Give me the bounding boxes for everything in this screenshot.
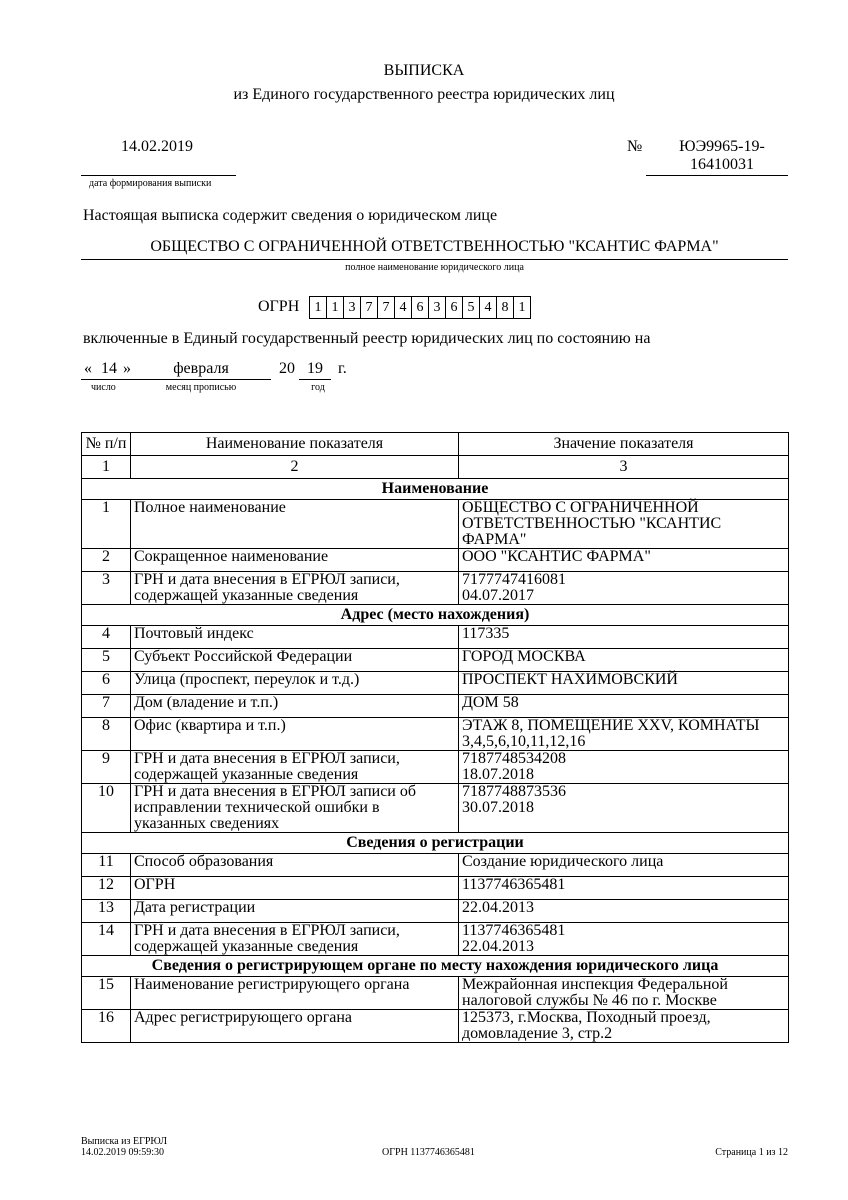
table-row: [82, 1010, 789, 1043]
section-title: Сведения о регистрации: [82, 833, 789, 854]
included-text: включенные в Единый государственный реестр юридических лиц по состоянию на: [83, 330, 651, 347]
table-row: [82, 877, 789, 900]
column-number-row: [82, 456, 789, 479]
ogrn-digit: 3: [343, 296, 361, 319]
ogrn-digit: 4: [479, 296, 497, 319]
ogrn-digit: 8: [496, 296, 514, 319]
ogrn-digit-boxes: [309, 296, 530, 319]
quote-close: »: [123, 360, 131, 377]
number-underline: [646, 175, 788, 176]
table-row: [82, 900, 789, 923]
egrul-table: [81, 432, 789, 1043]
section-title: Адрес (место нахождения): [82, 605, 789, 626]
indicator-name: Офис (квартира и т.п.): [131, 718, 459, 751]
ogrn-label: ОГРН: [258, 298, 300, 315]
ogrn-digit: 7: [377, 296, 395, 319]
indicator-name: ОГРН: [131, 877, 459, 900]
day-underline: [81, 379, 131, 380]
quote-open: «: [84, 360, 92, 377]
indicator-name: Полное наименование: [131, 500, 459, 549]
table-row: [82, 977, 789, 1010]
ogrn-digit: 6: [411, 296, 429, 319]
ogrn-digit: 5: [462, 296, 480, 319]
indicator-name: Дата регистрации: [131, 900, 459, 923]
footer-timestamp: 14.02.2019 09:59:30: [81, 1147, 165, 1158]
indicator-name: ГРН и дата внесения в ЕГРЮЛ записи, содержащей указанные сведения: [131, 751, 459, 784]
colnum: 2: [131, 456, 459, 479]
indicator-name: Улица (проспект, переулок и т.д.): [131, 672, 459, 695]
indicator-value: 125373, г.Москва, Походный проезд, домовладение 3, стр.2: [459, 1010, 789, 1043]
year-caption: год: [311, 382, 325, 393]
row-number: 1: [82, 500, 131, 549]
table-header-row: [82, 433, 789, 456]
table-row: [82, 923, 789, 956]
indicator-value: 117335: [459, 626, 789, 649]
section-title: Наименование: [82, 479, 789, 500]
row-number: 8: [82, 718, 131, 751]
state-day: 14: [101, 360, 117, 377]
number-sign: №: [627, 138, 643, 155]
ogrn-digit: 4: [394, 296, 412, 319]
indicator-value: 1137746365481 22.04.2013: [459, 923, 789, 956]
indicator-value: Межрайонная инспекция Федеральной налоговой службы № 46 по г. Москве: [459, 977, 789, 1010]
year-prefix: 20: [279, 360, 295, 377]
table-row: [82, 626, 789, 649]
ogrn-digit: 1: [513, 296, 531, 319]
day-caption: число: [91, 382, 116, 393]
indicator-name: Субъект Российской Федерации: [131, 649, 459, 672]
indicator-value: ООО "КСАНТИС ФАРМА": [459, 549, 789, 572]
formation-date-caption: дата формирования выписки: [89, 178, 212, 189]
year-underline: [299, 379, 331, 380]
section-header-row: [82, 833, 789, 854]
indicator-name: Адрес регистрирующего органа: [131, 1010, 459, 1043]
table-row: [82, 751, 789, 784]
row-number: 12: [82, 877, 131, 900]
table-row: [82, 854, 789, 877]
ogrn-digit: 6: [445, 296, 463, 319]
extract-number-line1: ЮЭ9965-19-: [679, 138, 765, 155]
table-row: [82, 672, 789, 695]
indicator-value: ПРОСПЕКТ НАХИМОВСКИЙ: [459, 672, 789, 695]
row-number: 13: [82, 900, 131, 923]
ogrn-digit: 1: [309, 296, 327, 319]
row-number: 11: [82, 854, 131, 877]
document-title: ВЫПИСКА: [383, 62, 465, 79]
ogrn-digit: 7: [360, 296, 378, 319]
indicator-name: Почтовый индекс: [131, 626, 459, 649]
colnum: 3: [459, 456, 789, 479]
indicator-name: ГРН и дата внесения в ЕГРЮЛ записи, содержащей указанные сведения: [131, 923, 459, 956]
row-number: 4: [82, 626, 131, 649]
month-caption: месяц прописью: [165, 382, 237, 393]
indicator-value: ЭТАЖ 8, ПОМЕЩЕНИЕ XXV, КОМНАТЫ 3,4,5,6,10,11,12,16: [459, 718, 789, 751]
indicator-name: ГРН и дата внесения в ЕГРЮЛ записи об исправлении технической ошибки в указанных сведениях: [131, 784, 459, 833]
header-indicator: Наименование показателя: [131, 433, 459, 456]
state-month: февраля: [173, 360, 229, 377]
row-number: 3: [82, 572, 131, 605]
indicator-name: ГРН и дата внесения в ЕГРЮЛ записи, содержащей указанные сведения: [131, 572, 459, 605]
header-value: Значение показателя: [459, 433, 789, 456]
year-g: г.: [338, 360, 347, 377]
section-title: Сведения о регистрирующем органе по месту нахождения юридического лица: [82, 956, 789, 977]
indicator-value: 22.04.2013: [459, 900, 789, 923]
formation-date: 14.02.2019: [121, 138, 193, 155]
table-row: [82, 695, 789, 718]
table-row: [82, 572, 789, 605]
indicator-value: ДОМ 58: [459, 695, 789, 718]
row-number: 7: [82, 695, 131, 718]
row-number: 6: [82, 672, 131, 695]
row-number: 5: [82, 649, 131, 672]
company-full-name: ОБЩЕСТВО С ОГРАНИЧЕННОЙ ОТВЕТСТВЕННОСТЬЮ "КСАНТИС ФАРМА": [150, 238, 719, 255]
indicator-name: Сокращенное наименование: [131, 549, 459, 572]
table-row: [82, 549, 789, 572]
table-row: [82, 500, 789, 549]
document-subtitle: из Единого государственного реестра юридических лиц: [233, 86, 615, 103]
indicator-value: 7187748534208 18.07.2018: [459, 751, 789, 784]
footer-doc-name: Выписка из ЕГРЮЛ: [81, 1136, 167, 1147]
colnum: 1: [82, 456, 131, 479]
table-row: [82, 784, 789, 833]
footer-ogrn: ОГРН 1137746365481: [382, 1147, 475, 1158]
extract-number-line2: 16410031: [690, 156, 754, 173]
indicator-value: Создание юридического лица: [459, 854, 789, 877]
indicator-value: 7187748873536 30.07.2018: [459, 784, 789, 833]
row-number: 10: [82, 784, 131, 833]
company-underline: [81, 259, 788, 260]
indicator-value: ОБЩЕСТВО С ОГРАНИЧЕННОЙ ОТВЕТСТВЕННОСТЬЮ "КСАНТИС ФАРМА": [459, 500, 789, 549]
indicator-value: ГОРОД МОСКВА: [459, 649, 789, 672]
section-header-row: [82, 956, 789, 977]
row-number: 9: [82, 751, 131, 784]
row-number: 2: [82, 549, 131, 572]
intro-text: Настоящая выписка содержит сведения о юридическом лице: [83, 207, 498, 224]
row-number: 15: [82, 977, 131, 1010]
indicator-name: Способ образования: [131, 854, 459, 877]
company-caption: полное наименование юридического лица: [345, 262, 524, 273]
indicator-value: 7177747416081 04.07.2017: [459, 572, 789, 605]
section-header-row: [82, 605, 789, 626]
year-suffix: 19: [307, 360, 323, 377]
row-number: 14: [82, 923, 131, 956]
ogrn-digit: 3: [428, 296, 446, 319]
ogrn-digit: 1: [326, 296, 344, 319]
row-number: 16: [82, 1010, 131, 1043]
indicator-value: 1137746365481: [459, 877, 789, 900]
header-number: № п/п: [82, 433, 131, 456]
table-row: [82, 718, 789, 751]
section-header-row: [82, 479, 789, 500]
table-row: [82, 649, 789, 672]
month-underline: [131, 379, 271, 380]
indicator-name: Дом (владение и т.п.): [131, 695, 459, 718]
date-underline: [81, 175, 236, 176]
footer-page-number: Страница 1 из 12: [715, 1147, 788, 1158]
indicator-name: Наименование регистрирующего органа: [131, 977, 459, 1010]
